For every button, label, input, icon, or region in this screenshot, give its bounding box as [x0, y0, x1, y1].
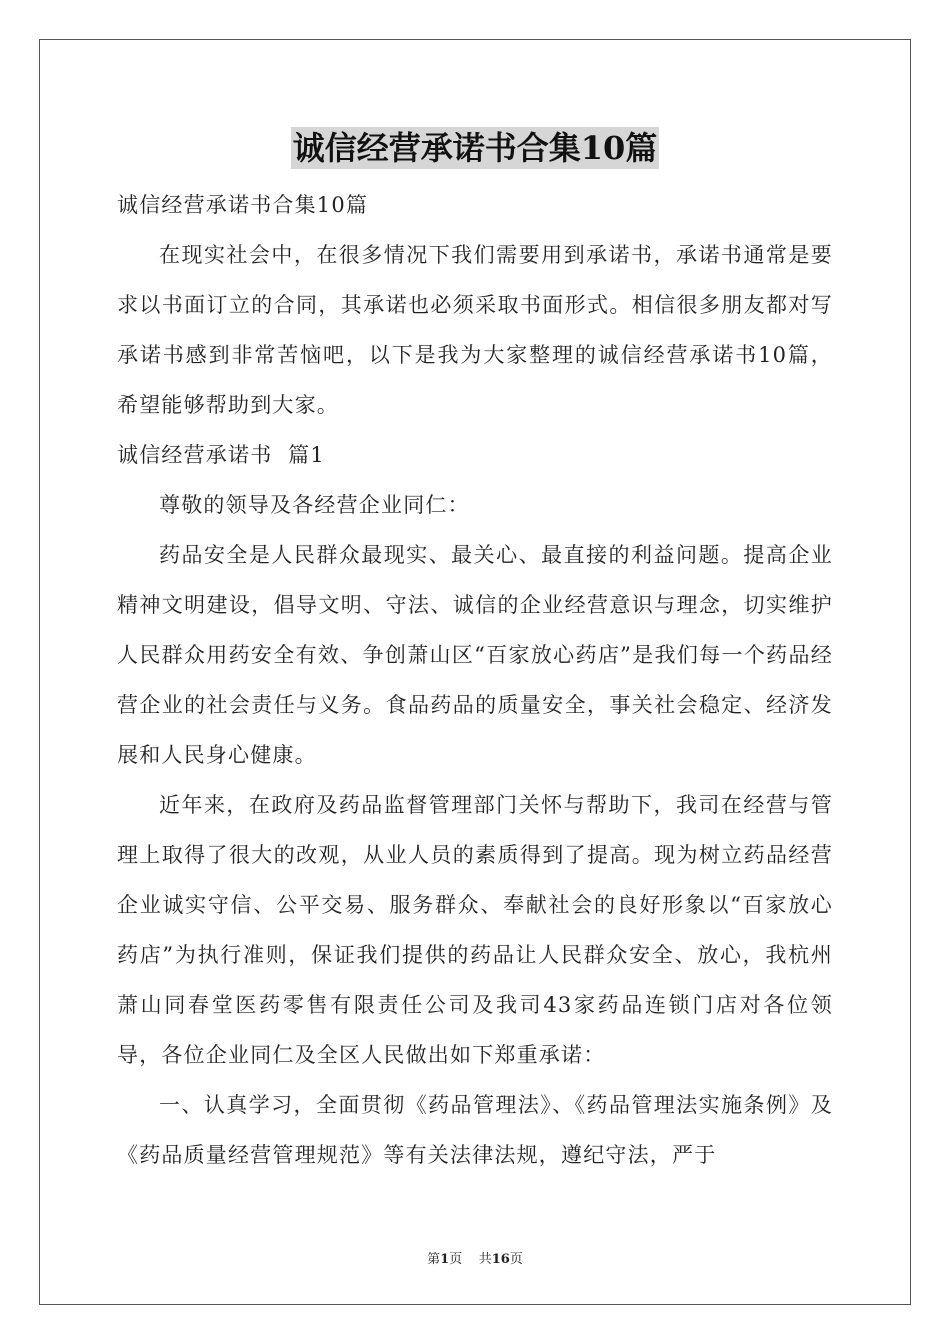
section-heading: 诚信经营承诺书 篇1 [117, 443, 325, 467]
document-body [117, 180, 833, 1180]
footer-page-number: 1 [440, 1252, 450, 1267]
footer-page-suffix: 页 [449, 1252, 463, 1267]
document-title: 诚信经营承诺书合集10篇 [292, 129, 658, 167]
footer-total-suffix: 页 [509, 1252, 523, 1267]
salutation: 尊敬的领导及各经营企业同仁： [159, 493, 470, 517]
body-paragraph-1: 药品安全是人民群众最现实、最关心、最直接的利益问题。提高企业精神文明建设，倡导文明、守法、诚信的企业经营意识与理念，切实维护人民群众用药安全有效、争创萧山区“百家放心药店”是我们每一个药品经营企业的社会责任与义务。食品药品的质量安全，事关社会稳定、经济发展和人民身心健康。 [117, 543, 833, 767]
footer-total-pages: 16 [491, 1252, 510, 1267]
footer-total-prefix: 共 [478, 1252, 492, 1267]
body-paragraph-2: 近年来，在政府及药品监督管理部门关怀与帮助下，我司在经营与管理上取得了很大的改观，从业人员的素质得到了提高。现为树立药品经营企业诚实守信、公平交易、服务群众、奉献社会的良好形象以“百家放心药店”为执行准则，保证我们提供的药品让人民群众安全、放心，我杭州萧山同春堂医药零售有限责任公司及我司43家药品连锁门店对各位领导，各位企业同仁及全区人民做出如下郑重承诺： [117, 793, 833, 1067]
intro-paragraph: 在现实社会中，在很多情况下我们需要用到承诺书，承诺书通常是要求以书面订立的合同，其承诺也必须采取书面形式。相信很多朋友都对写承诺书感到非常苦恼吧，以下是我为大家整理的诚信经营承诺书10篇，希望能够帮助到大家。 [117, 243, 833, 417]
document-subtitle: 诚信经营承诺书合集10篇 [117, 193, 369, 217]
footer-prefix: 第 [427, 1252, 441, 1267]
body-paragraph-3: 一、认真学习，全面贯彻《药品管理法》、《药品管理法实施条例》及《药品质量经营管理规范》等有关法律法规，遵纪守法，严于 [117, 1093, 833, 1167]
title-container [0, 127, 950, 169]
page-footer [0, 1248, 950, 1267]
